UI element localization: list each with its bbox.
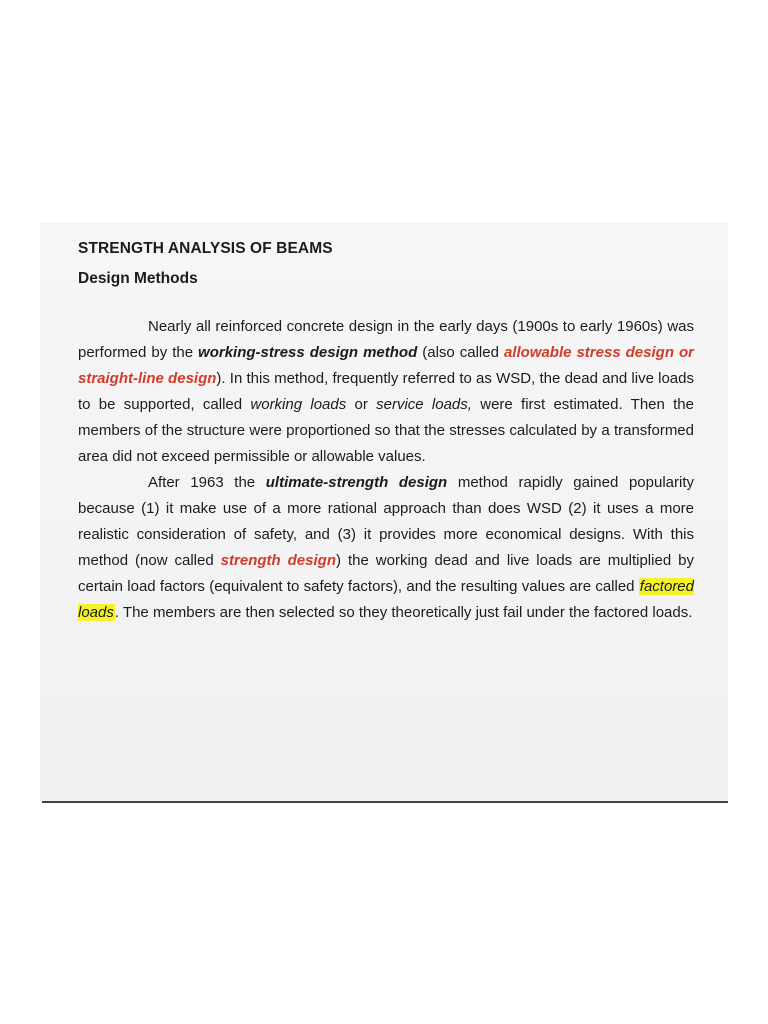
text-run: . The members are then selected so they theoretically just fail under the factored loads. [114, 604, 693, 621]
term-working-stress-design: working-stress design method [198, 344, 418, 361]
term-ultimate-strength-design: ultimate-strength design [265, 474, 448, 491]
text-run: or [346, 396, 377, 413]
term-allowable-stress-design: allowable stress design or straight-line design [78, 344, 694, 387]
document-body [78, 234, 694, 626]
term-strength-design: strength design [220, 552, 336, 569]
text-run: (also called [417, 344, 504, 361]
text-run: ). In this method, frequently referred to as WSD, the dead and live loads to be supported, called [78, 370, 694, 413]
page-bottom-rule [42, 801, 728, 803]
text-run: Nearly all reinforced concrete design in the early days (1900s to early 1960s) was performed by the [78, 318, 694, 361]
term-factored-loads-highlight: factored loads [78, 578, 694, 621]
text-run: method rapidly gained popularity because (1) it make use of a more rational approach than does WSD (2) it uses a more realistic consideration of safety, and (3) it provides more economical designs. With this method (now called [78, 474, 694, 569]
text-run: ) the working dead and live loads are multiplied by certain load factors (equivalent to safety factors), and the resulting values are called [78, 552, 694, 595]
text-run: After 1963 the [148, 474, 266, 491]
section-heading: Design Methods [78, 270, 198, 287]
paragraph-usd [78, 470, 694, 626]
term-service-loads: service loads, [376, 396, 472, 413]
text-run: were first estimated. Then the members of the structure were proportioned so that the stresses calculated by a transformed area did not exceed permissible or allowable values. [78, 396, 694, 465]
document-title: STRENGTH ANALYSIS OF BEAMS [78, 240, 333, 257]
paragraph-wsd [78, 314, 694, 470]
term-working-loads: working loads [250, 396, 347, 413]
